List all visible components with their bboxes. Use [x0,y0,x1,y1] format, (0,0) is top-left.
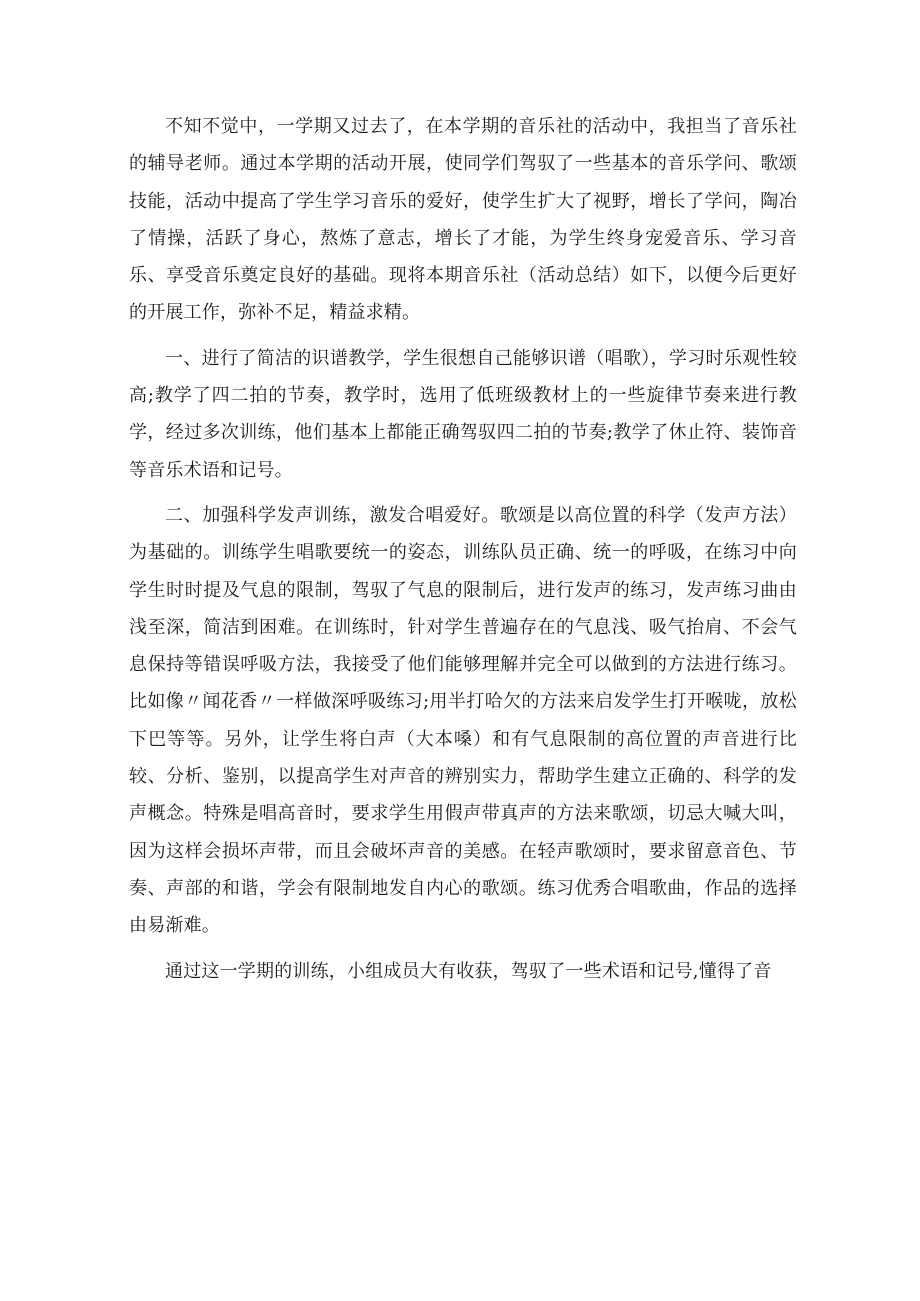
document-page [129,108,797,990]
paragraph-section-two: 二、加强科学发声训练，激发合唱爱好。歌颂是以高位置的科学（发声方法）为基础的。训练学生唱歌要统一的姿态，训练队员正确、统一的呼吸，在练习中向学生时时提及气息的限制，驾驭了气息的限制后，进行发声的练习，发声练习曲由浅至深，简洁到困难。在训练时，针对学生普遍存在的气息浅、吸气抬肩、不会气息保持等错误呼吸方法，我接受了他们能够理解并完全可以做到的方法进行练习。比如像〃闻花香〃一样做深呼吸练习;用半打哈欠的方法来启发学生打开喉咙，放松下巴等等。另外，让学生将白声（大本嗓）和有气息限制的高位置的声音进行比较、分析、鉴别，以提高学生对声音的辨别实力，帮助学生建立正确的、科学的发声概念。特殊是唱高音时，要求学生用假声带真声的方法来歌颂，切忌大喊大叫，因为这样会损坏声带，而且会破坏声音的美感。在轻声歌颂时，要求留意音色、节奏、声部的和谐，学会有限制地发自内心的歌颂。练习优秀合唱歌曲，作品的选择由易渐难。 [129,504,797,937]
paragraph-intro: 不知不觉中，一学期又过去了，在本学期的音乐社的活动中，我担当了音乐社的辅导老师。通过本学期的活动开展，使同学们驾驭了一些基本的音乐学问、歌颂技能，活动中提高了学生学习音乐的爱好，使学生扩大了视野，增长了学问，陶冶了情操，活跃了身心，熬炼了意志，增长了才能，为学生终身宠爱音乐、学习音乐、享受音乐奠定良好的基础。现将本期音乐社（活动总结）如下，以便今后更好的开展工作，弥补不足，精益求精。 [129,116,797,324]
paragraph-section-one: 一、进行了简洁的识谱教学，学生很想自己能够识谱（唱歌），学习时乐观性较高;教学了四二拍的节奏，教学时，选用了低班级教材上的一些旋律节奏来进行教学，经过多次训练，他们基本上都能正确驾驭四二拍的节奏;教学了休止符、装饰音等音乐术语和记号。 [129,347,797,481]
paragraph-conclusion: 通过这一学期的训练，小组成员大有收获，驾驭了一些术语和记号,懂得了音 [165,960,772,982]
